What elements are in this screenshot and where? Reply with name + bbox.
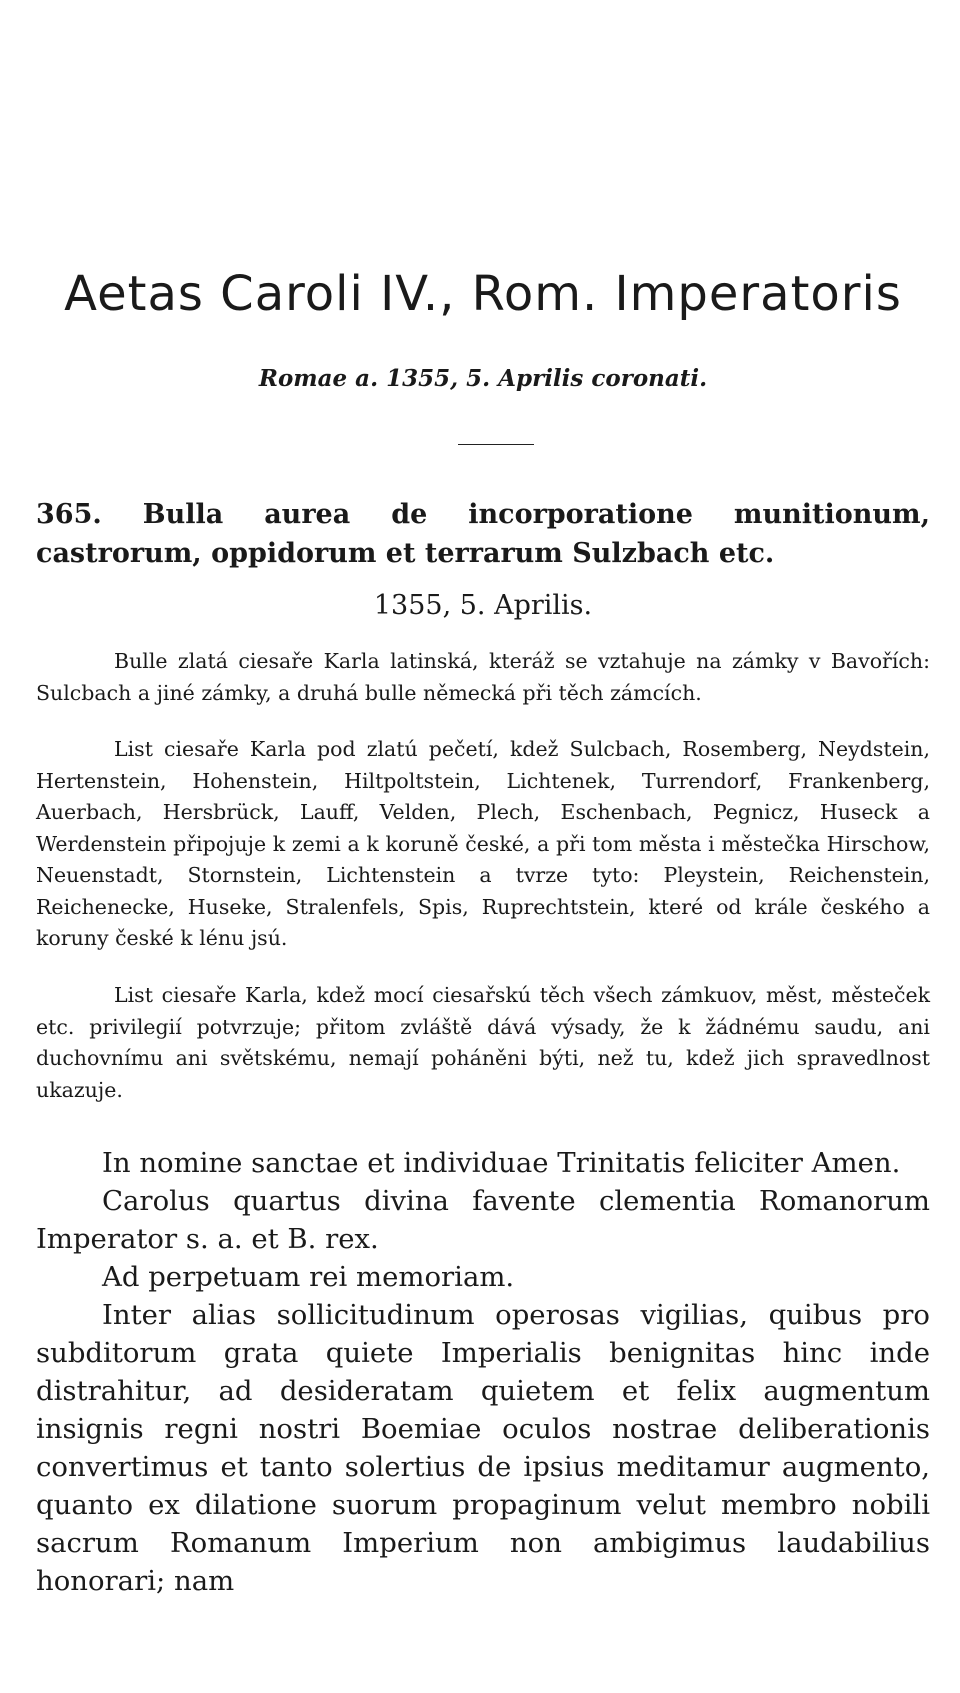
- document-heading-line-1: 365. Bulla aurea de incorporatione munitionum,: [36, 499, 930, 530]
- section-subtitle: Romae a. 1355, 5. Aprilis coronati.: [258, 365, 708, 392]
- book-page: [36, 0, 930, 1693]
- czech-regest-3: List ciesaře Karla, kdež mocí ciesařskú těch všech zámkuov, měst, městeček etc. privilegií potvrzuje; přitom zvláště dává výsady, že k žádnému saudu, ani duchovnímu ani světskému, nemají poháněni býti, než tu, kdež jich spravedlnost ukazuje.: [36, 983, 930, 1102]
- latin-intitulation: Carolus quartus divina favente clementia Romanorum Imperator s. a. et B. rex.: [36, 1185, 930, 1255]
- divider-rule: [458, 444, 534, 445]
- document-heading-line-2: castrorum, oppidorum et terrarum Sulzbach etc.: [36, 538, 775, 569]
- latin-invocation: In nomine sanctae et individuae Trinitatis feliciter Amen.: [102, 1147, 901, 1179]
- document-heading: [36, 495, 930, 573]
- latin-arenga: Inter alias sollicitudinum operosas vigilias, quibus pro subditorum grata quiete Imperialis benignitas hinc inde distrahitur, ad desideratam quietem et felix augmentum insignis regni nostri Boemiae oculos nostrae deliberationis convertimus et tanto solertius de ipsius meditamur augmento, quanto ex dilatione suorum propaginum velut membro nobili sacrum Romanum Imperium non ambigimus laudabilius honorari; nam: [36, 1299, 930, 1597]
- latin-perpetuation: Ad perpetuam rei memoriam.: [102, 1261, 515, 1293]
- czech-regest-2: List ciesaře Karla pod zlatú pečetí, kdež Sulcbach, Rosemberg, Neydstein, Hertenstein, Hohenstein, Hiltpoltstein, Lichtenek, Turrendorf, Frankenberg, Auerbach, Hersbrück, Lauff, Velden, Plech, Eschenbach, Pegnicz, Huseck a Werdenstein připojuje k zemi a k koruně české, a při tom města i městečka Hirschow, Neuenstadt, Stornstein, Lichtenstein a tvrze tyto: Pleystein, Reichenstein, Reichenecke, Huseke, Stralenfels, Spis, Ruprechtstein, které od krále českého a koruny české k lénu jsú.: [36, 737, 930, 950]
- document-date: 1355, 5. Aprilis.: [373, 590, 593, 621]
- section-title: Aetas Caroli IV., Rom. Imperatoris: [64, 266, 902, 322]
- czech-regest-1: Bulle zlatá ciesaře Karla latinská, kteráž se vztahuje na zámky v Bavořích: Sulcbach a jiné zámky, a druhá bulle německá při těch zámcích.: [36, 649, 930, 705]
